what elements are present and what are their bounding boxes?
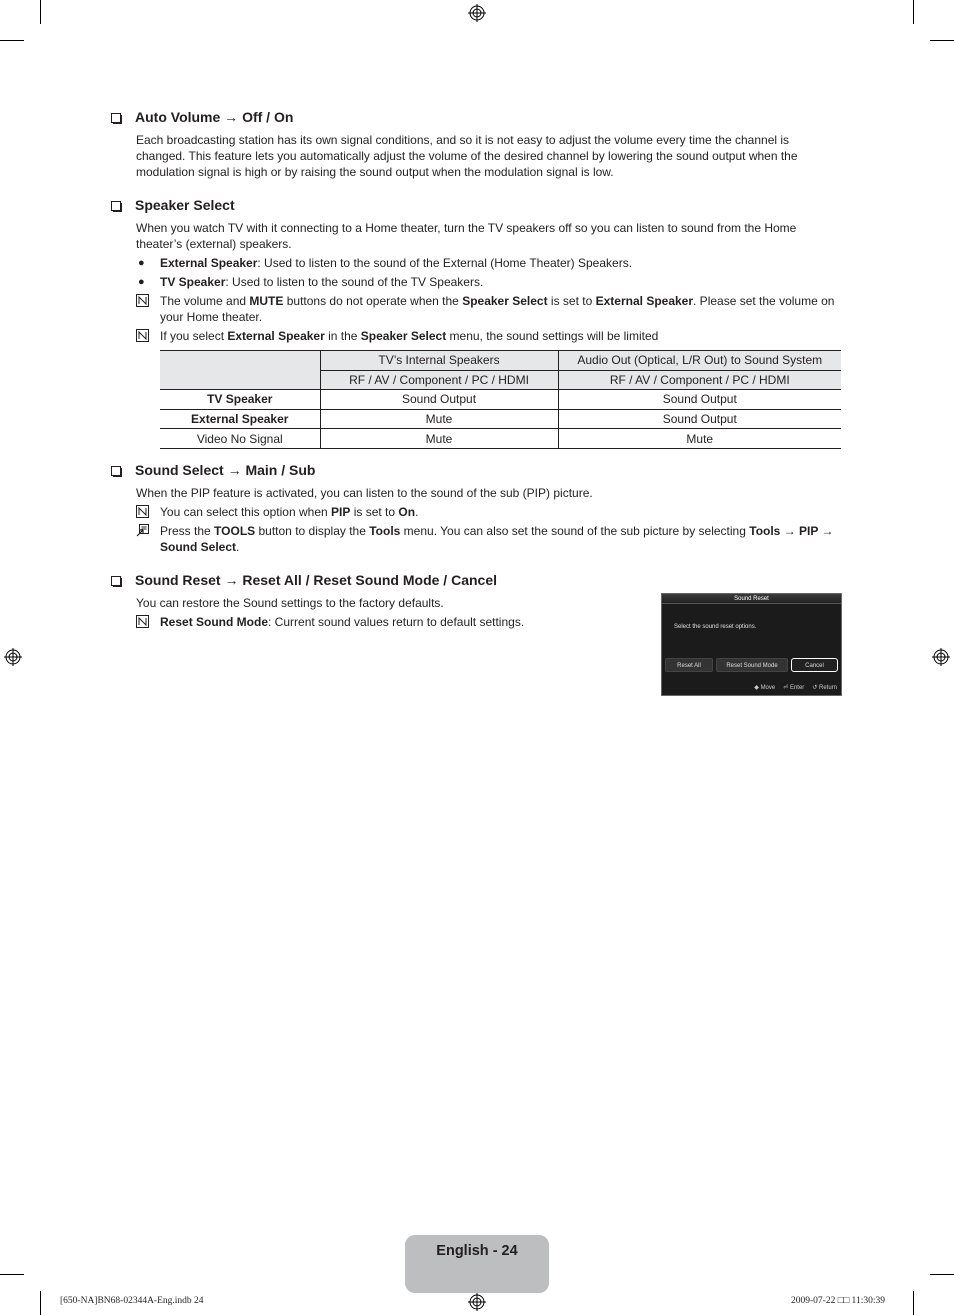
table-corner-cell xyxy=(160,351,320,390)
crop-mark xyxy=(913,1291,914,1315)
table-cell: Sound Output xyxy=(320,390,558,410)
row-label: External Speaker xyxy=(160,409,320,429)
print-footer-left: [650-NA]BN68-02344A-Eng.indb 24 xyxy=(60,1296,204,1306)
osd-title: Sound Reset xyxy=(662,594,841,604)
note-item: The volume and MUTE buttons do not operate when the Speaker Select is set to External Speaker. Please set the volume on your Home theater. xyxy=(136,293,841,325)
osd-footer xyxy=(754,684,837,691)
crop-mark xyxy=(0,40,24,41)
note-item: You can select this option when PIP is set to On. xyxy=(136,504,841,520)
list-item xyxy=(136,274,841,290)
section-heading xyxy=(111,462,841,479)
crop-mark xyxy=(0,1274,24,1275)
checkbox-bullet-icon xyxy=(111,576,121,586)
crop-mark xyxy=(40,0,41,24)
sound-reset-description: You can restore the Sound settings to the factory defaults. xyxy=(136,596,444,610)
section-heading xyxy=(111,572,631,589)
page-number: English - 24 xyxy=(436,1243,518,1259)
table-header: RF / AV / Component / PC / HDMI xyxy=(558,370,841,390)
sound-reset-osd-screenshot xyxy=(661,593,842,696)
table-header: TV’s Internal Speakers xyxy=(320,351,558,371)
osd-reset-sound-mode-button[interactable]: Reset Sound Mode xyxy=(716,658,788,672)
table-header: RF / AV / Component / PC / HDMI xyxy=(320,370,558,390)
table-cell: Sound Output xyxy=(558,390,841,410)
osd-enter-hint: ⏎ Enter xyxy=(783,685,805,691)
note-icon xyxy=(136,615,149,628)
checkbox-bullet-icon xyxy=(111,201,121,211)
auto-volume-title: Auto Volume → Off / On xyxy=(135,109,294,125)
bullet-icon: ● xyxy=(138,276,145,288)
osd-message: Select the sound reset options. xyxy=(674,624,757,630)
registration-mark-icon xyxy=(468,4,486,22)
tools-note-item: Press the TOOLS button to display the Tools menu. You can also set the sound of the sub picture by selecting Tools → PIP → Sound Select. xyxy=(136,523,841,555)
section-heading xyxy=(111,109,841,126)
registration-mark-icon xyxy=(932,648,950,666)
term: TV Speaker xyxy=(160,275,226,289)
osd-cancel-button[interactable]: Cancel xyxy=(791,658,838,672)
note-item: If you select External Speaker in the Speaker Select menu, the sound settings will be limited xyxy=(136,328,841,344)
section-heading xyxy=(111,197,841,214)
page-number-tab xyxy=(405,1235,549,1293)
osd-reset-all-button[interactable]: Reset All xyxy=(665,658,713,672)
row-label: Video No Signal xyxy=(160,429,320,449)
section-sound-reset xyxy=(111,572,631,630)
table-row xyxy=(160,390,841,410)
speaker-select-title: Speaker Select xyxy=(135,197,235,213)
table-header: Audio Out (Optical, L/R Out) to Sound System xyxy=(558,351,841,371)
definition: : Current sound values return to default settings. xyxy=(268,615,525,629)
table-cell: Sound Output xyxy=(558,409,841,429)
table-row xyxy=(160,429,841,449)
tools-icon xyxy=(136,524,149,537)
auto-volume-description: Each broadcasting station has its own signal conditions, and so it is not easy to adjust the volume every time the channel is changed. This feature lets you automatically adjust the volume of the desired channel by lowering the sound output when the modulation signal is high or by raising the sound output when the modulation signal is low. xyxy=(136,133,798,179)
bullet-icon: ● xyxy=(138,257,145,269)
note-icon xyxy=(136,505,149,518)
table-cell: Mute xyxy=(320,429,558,449)
list-item xyxy=(136,255,841,271)
section-sound-select xyxy=(111,462,841,555)
row-label: TV Speaker xyxy=(160,390,320,410)
section-speaker-select xyxy=(111,197,841,344)
speaker-output-table xyxy=(160,350,841,449)
term: External Speaker xyxy=(160,256,258,270)
definition: : Used to listen to the sound of the TV Speakers. xyxy=(225,275,484,289)
table-cell: Mute xyxy=(320,409,558,429)
note-item xyxy=(136,614,631,630)
checkbox-bullet-icon xyxy=(111,113,121,123)
crop-mark xyxy=(40,1291,41,1315)
definition: : Used to listen to the sound of the External (Home Theater) Speakers. xyxy=(257,256,633,270)
osd-move-hint: ◆ Move xyxy=(754,685,776,691)
crop-mark xyxy=(930,40,954,41)
sound-reset-title: Sound Reset → Reset All / Reset Sound Mode / Cancel xyxy=(135,572,497,588)
note-icon xyxy=(136,329,149,342)
speaker-select-description: When you watch TV with it connecting to a Home theater, turn the TV speakers off so you can listen to sound from the Home theater’s (external) speakers. xyxy=(136,221,797,251)
table-cell: Mute xyxy=(558,429,841,449)
term: Reset Sound Mode xyxy=(160,615,269,629)
crop-mark xyxy=(930,1274,954,1275)
crop-mark xyxy=(913,0,914,24)
table-row xyxy=(160,409,841,429)
checkbox-bullet-icon xyxy=(111,466,121,476)
sound-select-description: When the PIP feature is activated, you can listen to the sound of the sub (PIP) picture. xyxy=(136,486,593,500)
note-icon xyxy=(136,294,149,307)
osd-return-hint: ↺ Return xyxy=(812,685,837,691)
section-auto-volume xyxy=(111,109,841,180)
registration-mark-icon xyxy=(468,1293,486,1311)
sound-select-title: Sound Select → Main / Sub xyxy=(135,462,316,478)
print-footer-right: 2009-07-22 □□ 11:30:39 xyxy=(791,1296,885,1306)
registration-mark-icon xyxy=(4,648,22,666)
